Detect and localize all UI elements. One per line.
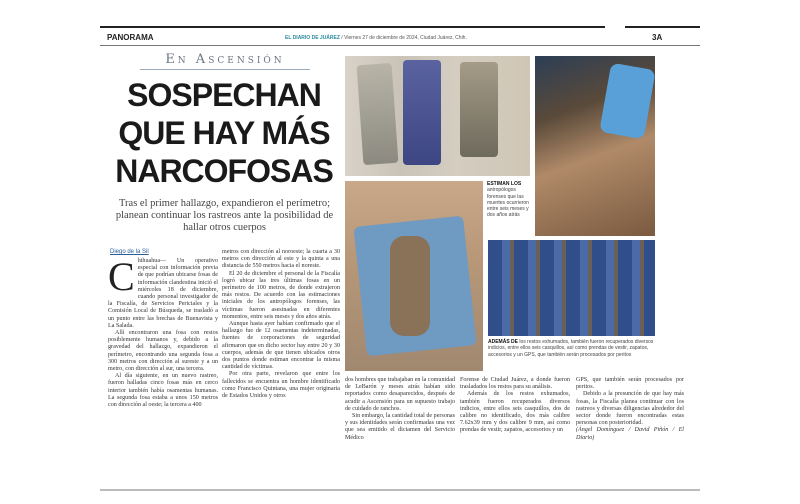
- paragraph: Sin embargo, la cantidad total de personas y sus identidades serán confirmadas una vez que sea emitido el dictamen del Servicio Médico: [345, 413, 455, 441]
- article-column-3: [345, 377, 455, 442]
- article-column-2: [222, 249, 340, 400]
- caption-text: antropólogos forenses que las muertes ocurrieron entre seis meses y dos años atrás: [487, 187, 529, 219]
- dateline: [285, 35, 467, 41]
- date-text: / Viernes 27 de diciembre de 2024, Ciudad Juárez, Chih.: [339, 35, 467, 41]
- top-rule: [100, 26, 605, 28]
- caption-lead: ESTIMAN LOS: [487, 181, 522, 187]
- paragraph: hihuahua— Un operativo especial con información previa de que podrían ubicarse fosas de información clandestina inició el miércoles 18 de diciembre, cuando personal investigador de la Fiscalía, de Servicios Periciales y la Comisión Local de Búsqueda, se trasladó a un punto entre las brechas de Buenavista y La Salada.: [108, 258, 218, 329]
- top-rule-right: [625, 26, 700, 28]
- headline-line: QUE HAY MÁS: [118, 115, 330, 151]
- paragraph: Al día siguiente, en un nuevo rastreo, fueron halladas cinco fosas más en cerco interior también había osamentas humanas. La segunda fosa estaba a unos 150 metros con dirección al oeste; la tercera a 400: [108, 373, 218, 409]
- subhead: Tras el primer hallazgo, expandieron el perímetro; planean continuar los rastreos ante la posibilidad de hallar otros cuerpos: [115, 198, 334, 233]
- paragraph: GPS, que también serán procesados por peritos.: [576, 377, 684, 391]
- caption-ademas: [488, 339, 658, 358]
- section-name: PANORAMA: [107, 33, 154, 42]
- paragraph: dos hombres que trabajaban en la comunidad de LeBarón y meses atrás habían sido reportados como desaparecidos, después de acudir a Ascensión para un supuesto trabajo de cuidado de ranchos.: [345, 377, 455, 412]
- photo-clothes: [345, 56, 530, 176]
- credit: (Ángel Domínguez / David Piñón / El Diario): [576, 427, 684, 441]
- article-column-5: [576, 377, 684, 442]
- bottom-rule: [100, 489, 700, 491]
- headline-line: NARCOFOSAS: [115, 153, 333, 189]
- paper-name: EL DIARIO DE JUÁREZ: [285, 35, 340, 41]
- page-number: 3A: [652, 33, 663, 42]
- paragraph: El 20 de diciembre el personal de la Fiscalía logró ubicar las tres últimas fosas en un perímetro de 100 metros, de donde extrajeron más restos. De acuerdo con las estimaciones iniciales de los antropólogos forenses, las víctimas fueron asesinadas en diferentes momentos, entre seis meses y dos años atrás.: [222, 270, 340, 320]
- kicker: En Ascensión: [140, 52, 310, 70]
- paragraph: metros con dirección al noroeste; la cuarta a 30 metros con dirección al este y la quinta a una distancia de 550 metros hacia el noreste.: [222, 249, 340, 270]
- paragraph: Allí encontraron una fosa con restos posiblemente humanos y, debido a la gravedad del hallazgo, expandieron el perímetro, encontrando una segunda fosa a 300 metros con dirección al sureste y a un metro, con dirección al sur, una tercera.: [108, 330, 218, 373]
- paragraph: Por otra parte, revelaron que entre los fallecidos se encuentra un hombre identificado como Francisco Quintana, una mujer originaria de Estados Unidos y otros: [222, 371, 340, 400]
- paragraph: Forense de Ciudad Juárez, a donde fueron trasladados los restos para su análisis.: [460, 377, 570, 391]
- caption-lead: ADEMÁS DE: [488, 339, 519, 345]
- photo-evidence: [488, 240, 655, 336]
- byline: Diego de la Sil: [110, 249, 149, 255]
- paragraph: Además de los restos exhumados, también fueron recuperados diversos indicios, entre ellos seis casquillos, dos de calibre no identificado, dos más calibre 7.62x39 mm y dos calibre 9 mm, así como prendas de vestir, zapatos, accesorios y un: [460, 391, 570, 434]
- drop-cap: C: [108, 254, 135, 299]
- article-column-4: [460, 377, 570, 435]
- caption-estiman: [487, 181, 533, 219]
- paragraph: Aunque hasta ayer habían confirmado que el hallazgo fue de 12 osamentas indeterminadas, fuentes de corporaciones de seguridad afirmaron que en dicho sector hay entre 20 y 30 cuerpos, además de que tienen ubicados otros dos puntos donde estiman encontrar la misma cantidad de víctimas.: [222, 321, 340, 371]
- article-column-1: [108, 254, 218, 409]
- headline-line: SOSPECHAN: [127, 77, 321, 113]
- header-rule: [100, 45, 700, 46]
- caption-text: los restos exhumados, también fueron recuperados diversos indicios, entre ellos seis casquillos, así como prendas de vestir, zapatos, accesorios y un GPS, que también serán procesados por peritos: [488, 339, 654, 358]
- headline: [108, 76, 340, 190]
- paragraph: Debido a la presunción de que hay más fosas, la Fiscalía planea continuar con los rastreos y diversas diligencias alrededor del sector donde fueron encontradas estas personas con posterioridad.: [576, 391, 684, 427]
- photo-excavation: [535, 56, 655, 236]
- photo-remains: [345, 181, 483, 371]
